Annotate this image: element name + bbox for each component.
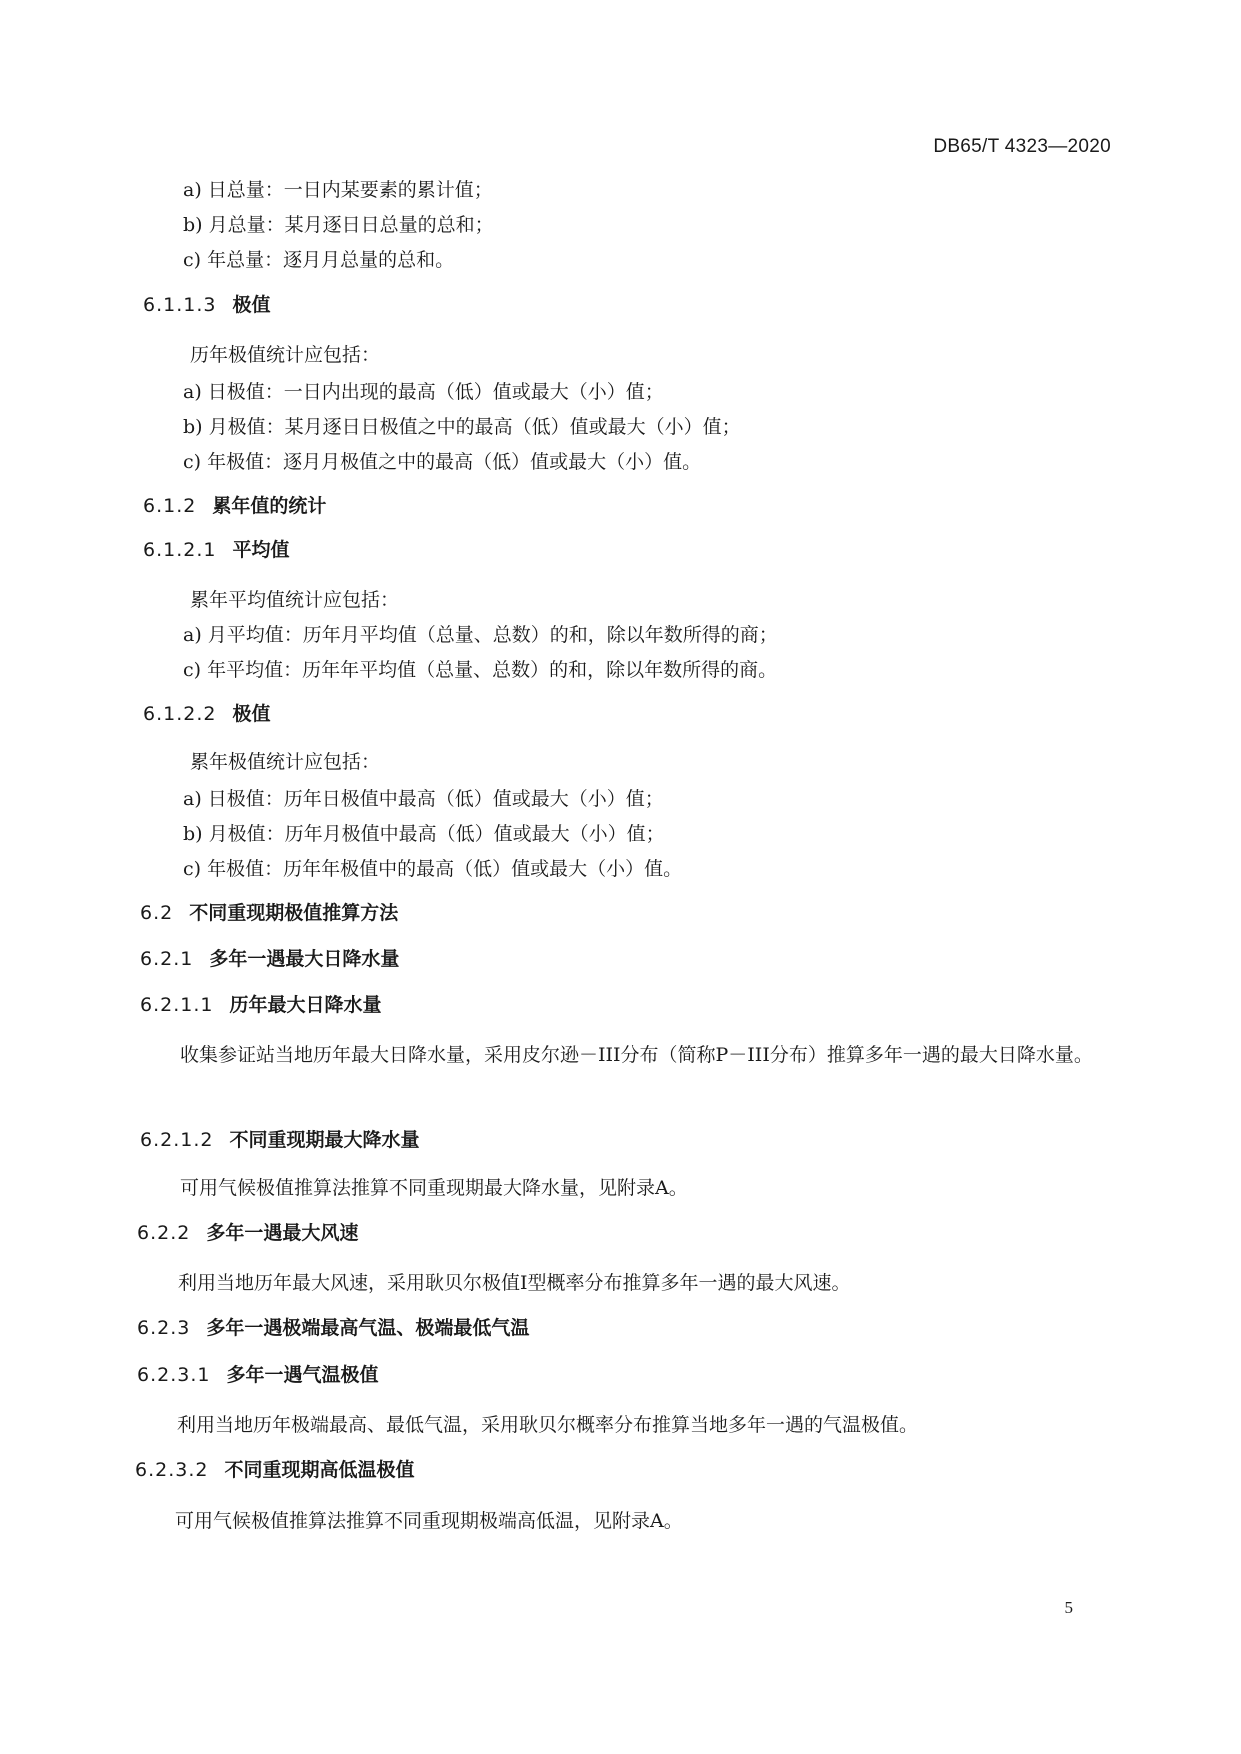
section-number: 6.2 <box>140 902 174 924</box>
section-number: 6.2.3.2 <box>135 1459 209 1481</box>
list-text: 日总量：一日内某要素的累计值； <box>207 179 493 201</box>
list-marker: c) <box>183 659 202 681</box>
section-title: 极值 <box>232 703 271 725</box>
section-heading <box>137 1361 379 1389</box>
list-text: 月极值：某月逐日日极值之中的最高（低）值或最大（小）值； <box>208 416 741 438</box>
section-heading <box>135 1456 415 1484</box>
section-title: 多年一遇最大日降水量 <box>209 948 400 970</box>
list-marker: a) <box>183 624 202 646</box>
intro-text: 累年平均值统计应包括： <box>190 589 400 611</box>
list-marker: c) <box>183 858 202 880</box>
section-number: 6.1.2.1 <box>143 539 217 561</box>
list-text: 年极值：逐月月极值之中的最高（低）值或最大（小）值。 <box>207 451 702 473</box>
section-title: 不同重现期极值推算方法 <box>189 902 399 924</box>
section-number: 6.1.2.2 <box>143 703 217 725</box>
list-marker: b) <box>183 416 203 438</box>
section-number: 6.1.1.3 <box>143 294 217 316</box>
section-number: 6.2.1.2 <box>140 1129 214 1151</box>
page-number: 5 <box>1064 1598 1073 1617</box>
section-number: 6.2.3.1 <box>137 1364 211 1386</box>
list-marker: c) <box>183 451 202 473</box>
section-title: 多年一遇极端最高气温、极端最低气温 <box>206 1317 530 1339</box>
list-marker: b) <box>183 214 203 236</box>
paragraph: 可用气候极值推算法推算不同重现期最大降水量，见附录A。 <box>180 1177 688 1199</box>
list-text: 年平均值：历年年平均值（总量、总数）的和，除以年数所得的商。 <box>207 659 778 681</box>
list-text: 年极值：历年年极值中的最高（低）值或最大（小）值。 <box>207 858 683 880</box>
section-title: 累年值的统计 <box>212 495 327 517</box>
section-heading <box>137 1314 529 1342</box>
list-item <box>183 820 665 848</box>
list-text: 月极值：历年月极值中最高（低）值或最大（小）值； <box>208 823 665 845</box>
list-item <box>183 246 454 274</box>
section-number: 6.2.3 <box>137 1317 191 1339</box>
section-heading <box>143 291 271 319</box>
section-number: 6.1.2 <box>143 495 197 517</box>
list-item <box>183 378 664 406</box>
list-text: 月总量：某月逐日日总量的总和； <box>208 214 494 236</box>
section-heading <box>143 492 326 520</box>
paragraph: 利用当地历年最大风速，采用耿贝尔极值Ⅰ型概率分布推算多年一遇的最大风速。 <box>178 1272 851 1294</box>
section-number: 6.2.1.1 <box>140 994 214 1016</box>
list-item <box>183 448 701 476</box>
paragraph: 可用气候极值推算法推算不同重现期极端高低温，见附录A。 <box>175 1510 683 1532</box>
list-text: 日极值：历年日极值中最高（低）值或最大（小）值； <box>207 788 664 810</box>
section-title: 多年一遇气温极值 <box>226 1364 379 1386</box>
section-heading <box>137 1219 358 1247</box>
paragraph: 收集参证站当地历年最大日降水量，采用皮尔逊－III分布（简称P－III分布）推算多年一遇的最大日降水量。 <box>180 1044 1093 1066</box>
section-title: 不同重现期最大降水量 <box>229 1129 420 1151</box>
list-item <box>183 785 664 813</box>
list-item <box>183 413 741 441</box>
section-heading <box>143 536 290 564</box>
list-marker: c) <box>183 249 202 271</box>
intro-text: 累年极值统计应包括： <box>190 751 381 773</box>
section-number: 6.2.2 <box>137 1222 191 1244</box>
paragraph: 利用当地历年极端最高、最低气温，采用耿贝尔概率分布推算当地多年一遇的气温极值。 <box>177 1414 919 1436</box>
list-marker: a) <box>183 179 202 201</box>
list-item <box>183 621 778 649</box>
list-marker: a) <box>183 381 202 403</box>
section-title: 历年最大日降水量 <box>229 994 382 1016</box>
list-item <box>183 211 494 239</box>
section-heading <box>140 945 399 973</box>
section-title: 不同重现期高低温极值 <box>224 1459 415 1481</box>
document-code: DB65/T 4323—2020 <box>933 136 1111 157</box>
section-number: 6.2.1 <box>140 948 194 970</box>
list-text: 月平均值：历年月平均值（总量、总数）的和，除以年数所得的商； <box>207 624 778 646</box>
list-text: 年总量：逐月月总量的总和。 <box>207 249 455 271</box>
section-heading <box>140 899 398 927</box>
section-heading <box>140 991 382 1019</box>
section-title: 多年一遇最大风速 <box>206 1222 359 1244</box>
list-text: 日极值：一日内出现的最高（低）值或最大（小）值； <box>207 381 664 403</box>
section-heading <box>140 1126 420 1154</box>
list-marker: b) <box>183 823 203 845</box>
list-marker: a) <box>183 788 202 810</box>
list-item <box>183 855 682 883</box>
section-title: 极值 <box>232 294 271 316</box>
intro-text: 历年极值统计应包括： <box>190 344 381 366</box>
section-title: 平均值 <box>232 539 290 561</box>
list-item <box>183 176 493 204</box>
list-item <box>183 656 777 684</box>
section-heading <box>143 700 271 728</box>
